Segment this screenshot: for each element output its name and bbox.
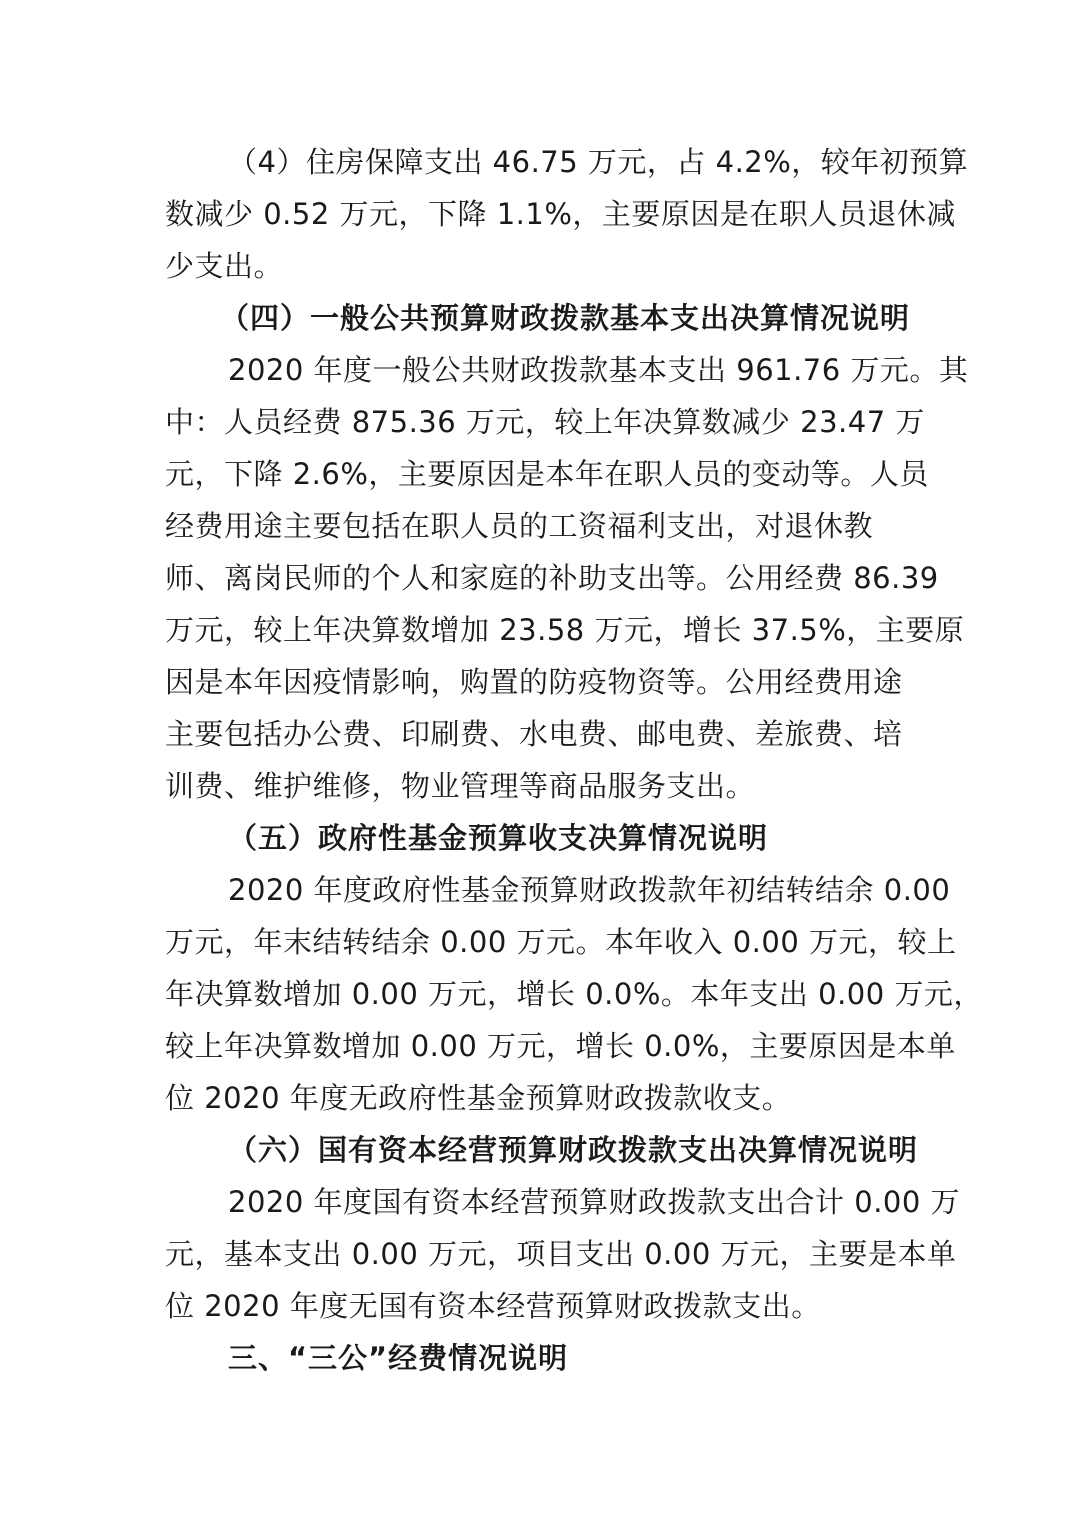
paragraph-line: （4）住房保障支出 46.75 万元，占 4.2%，较年初预算	[228, 145, 969, 179]
paragraph-line: 位 2020 年度无政府性基金预算财政拨款收支。	[165, 1081, 792, 1115]
paragraph-line: 数减少 0.52 万元，下降 1.1%，主要原因是在职人员退休减	[165, 197, 956, 231]
paragraph-line: 万元，较上年决算数增加 23.58 万元，增长 37.5%，主要原	[165, 613, 965, 647]
paragraph-line: 少支出。	[165, 249, 284, 283]
paragraph-line: 元，下降 2.6%，主要原因是本年在职人员的变动等。人员	[165, 457, 929, 491]
paragraph-line: 主要包括办公费、印刷费、水电费、邮电费、差旅费、培	[165, 717, 903, 751]
paragraph-line: 因是本年因疫情影响，购置的防疫物资等。公用经费用途	[165, 665, 903, 699]
paragraph-line: 万元，年末结转结余 0.00 万元。本年收入 0.00 万元，较上	[165, 925, 957, 959]
paragraph-line: 中：人员经费 875.36 万元，较上年决算数减少 23.47 万	[165, 405, 925, 439]
paragraph-line: 师、离岗民师的个人和家庭的补助支出等。公用经费 86.39	[165, 561, 939, 595]
paragraph-line: 位 2020 年度无国有资本经营预算财政拨款支出。	[165, 1289, 821, 1323]
paragraph-line: 训费、维护维修，物业管理等商品服务支出。	[165, 769, 756, 803]
paragraph-line: 2020 年度国有资本经营预算财政拨款支出合计 0.00 万	[228, 1185, 961, 1219]
paragraph-line: 2020 年度一般公共财政拨款基本支出 961.76 万元。其	[228, 353, 969, 387]
section-heading: （五）政府性基金预算收支决算情况说明	[228, 821, 769, 855]
chapter-heading: 三、“三公”经费情况说明	[228, 1341, 569, 1375]
paragraph-line: 2020 年度政府性基金预算财政拨款年初结转结余 0.00	[228, 873, 951, 907]
paragraph-line: 年决算数增加 0.00 万元，增长 0.0%。本年支出 0.00 万元，	[165, 977, 983, 1011]
section-heading: （六）国有资本经营预算财政拨款支出决算情况说明	[228, 1133, 919, 1167]
paragraph-line: 元，基本支出 0.00 万元，项目支出 0.00 万元，主要是本单	[165, 1237, 957, 1271]
paragraph-line: 较上年决算数增加 0.00 万元，增长 0.0%，主要原因是本单	[165, 1029, 956, 1063]
section-heading: （四）一般公共预算财政拨款基本支出决算情况说明	[220, 301, 911, 335]
paragraph-line: 经费用途主要包括在职人员的工资福利支出，对退休教	[165, 509, 874, 543]
